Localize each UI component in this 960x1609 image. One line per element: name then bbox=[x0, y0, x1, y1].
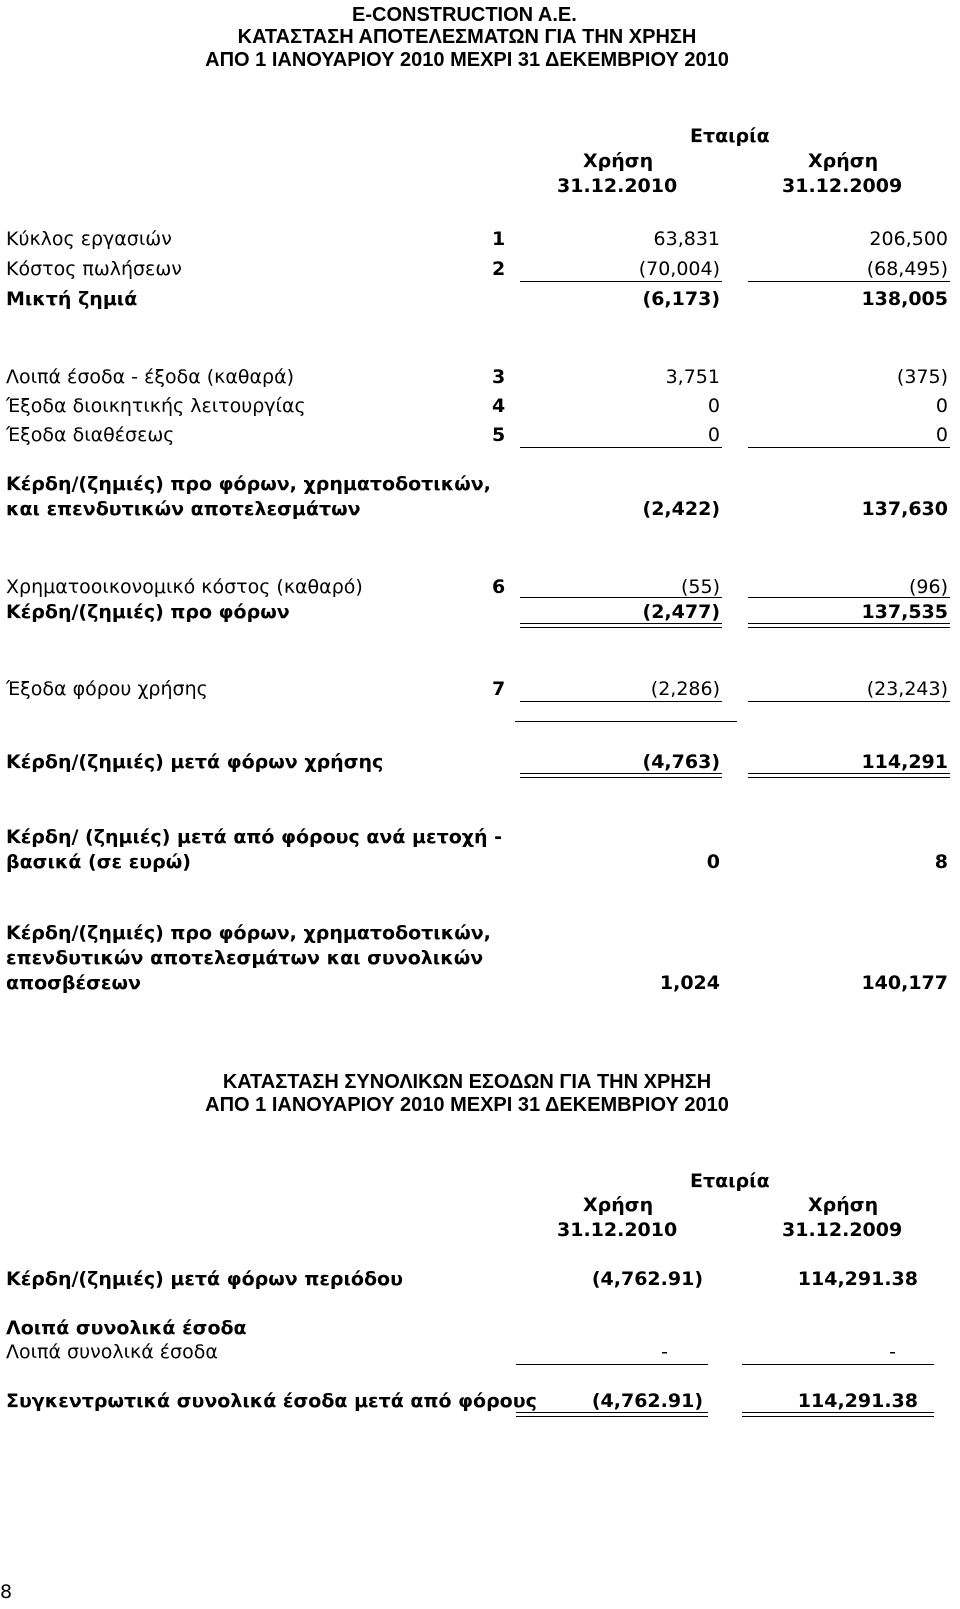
row-label: Συγκεντρωτικά συνολικά έσοδα μετά από φόρους bbox=[6, 1390, 537, 1412]
underline-2010 bbox=[520, 701, 722, 702]
row-label-cont: βασικά (σε ευρώ) bbox=[6, 851, 191, 873]
row-note: 1 bbox=[492, 228, 506, 250]
underline-2010 bbox=[520, 447, 722, 448]
row-value-2010: (4,762.91) bbox=[591, 1390, 703, 1412]
row-label: Έξοδα φόρου χρήσης bbox=[6, 678, 208, 700]
statement-period: ΑΠΟ 1 ΙΑΝΟΥΑΡΙΟΥ 2010 ΜΕΧΡΙ 31 ΔΕΚΕΜΒΡΙΟΥ 2010 bbox=[205, 49, 729, 71]
section-label: Λοιπά συνολικά έσοδα bbox=[6, 1317, 247, 1339]
double-underline-2010 bbox=[520, 623, 722, 628]
row-label: Κύκλος εργασιών bbox=[6, 228, 172, 250]
row-note: 3 bbox=[492, 366, 506, 388]
underline-2010 bbox=[520, 281, 722, 282]
underline-2009 bbox=[748, 281, 950, 282]
date-2009: 31.12.2009 bbox=[782, 1219, 903, 1241]
row-value-2010: (2,477) bbox=[642, 601, 720, 623]
underline-2010 bbox=[516, 1364, 708, 1365]
year-label-2009: Χρήση bbox=[808, 150, 879, 172]
underline-2009 bbox=[748, 447, 950, 448]
comprehensive-period: ΑΠΟ 1 ΙΑΝΟΥΑΡΙΟΥ 2010 ΜΕΧΡΙ 31 ΔΕΚΕΜΒΡΙΟΥ 2010 bbox=[205, 1094, 729, 1116]
row-value-2009: 140,177 bbox=[861, 972, 948, 994]
row-label: Λοιπά συνολικά έσοδα bbox=[6, 1341, 218, 1363]
row-note: 2 bbox=[492, 258, 506, 280]
year-label-2010: Χρήση bbox=[583, 150, 654, 172]
underline-2010 bbox=[520, 597, 722, 598]
row-note: 6 bbox=[492, 576, 506, 598]
row-value-2010: 63,831 bbox=[653, 228, 720, 250]
row-value-2010: 1,024 bbox=[659, 972, 720, 994]
double-underline-2010 bbox=[516, 1412, 708, 1417]
row-label: Κέρδη/(ζημιές) προ φόρων, χρηματοδοτικών, bbox=[6, 473, 491, 495]
double-underline-2009 bbox=[748, 623, 950, 628]
separator-line bbox=[515, 721, 737, 722]
row-value-2009: 0 bbox=[935, 395, 948, 417]
row-label: Έξοδα διαθέσεως bbox=[6, 424, 175, 446]
row-value-2009: 114,291 bbox=[861, 751, 948, 773]
date-2010: 31.12.2010 bbox=[557, 1219, 678, 1241]
row-value-2009: (375) bbox=[896, 366, 948, 388]
row-value-2010: (2,422) bbox=[642, 498, 720, 520]
date-2010: 31.12.2010 bbox=[557, 175, 678, 197]
row-value-2009: (96) bbox=[908, 576, 948, 598]
statement-title: ΚΑΤΑΣΤΑΣΗ ΑΠΟΤΕΛΕΣΜΑΤΩΝ ΓΙΑ ΤΗΝ ΧΡΗΣΗ bbox=[237, 26, 697, 48]
row-value-2009: 0 bbox=[935, 424, 948, 446]
row-value-2009: - bbox=[889, 1341, 896, 1363]
date-2009: 31.12.2009 bbox=[782, 175, 903, 197]
row-value-2010: - bbox=[661, 1341, 668, 1363]
row-label: Κέρδη/(ζημιές) προ φόρων bbox=[6, 601, 290, 623]
column-group-label: Εταιρία bbox=[690, 125, 770, 147]
year-label-2009: Χρήση bbox=[808, 1194, 879, 1216]
underline-2009 bbox=[748, 597, 950, 598]
double-underline-2009 bbox=[748, 773, 950, 778]
row-value-2009: (68,495) bbox=[866, 258, 948, 280]
row-value-2009: 114,291.38 bbox=[797, 1390, 918, 1412]
row-label: Κέρδη/ (ζημιές) μετά από φόρους ανά μετοχή - bbox=[6, 826, 503, 848]
row-value-2010: 0 bbox=[706, 851, 720, 873]
year-label-2010: Χρήση bbox=[583, 1194, 654, 1216]
row-label-cont: και επενδυτικών αποτελεσμάτων bbox=[6, 498, 361, 520]
underline-2009 bbox=[742, 1364, 934, 1365]
row-label: Λοιπά έσοδα - έξοδα (καθαρά) bbox=[6, 366, 295, 388]
row-label: Έξοδα διοικητικής λειτουργίας bbox=[6, 395, 306, 417]
row-label: Κέρδη/(ζημιές) μετά φόρων χρήσης bbox=[6, 751, 384, 773]
row-label: Κόστος πωλήσεων bbox=[6, 258, 182, 280]
row-note: 5 bbox=[492, 424, 506, 446]
double-underline-2010 bbox=[520, 773, 722, 778]
underline-2009 bbox=[748, 701, 950, 702]
row-label-cont: επενδυτικών αποτελεσμάτων και συνολικών bbox=[6, 947, 484, 969]
row-value-2009: 137,630 bbox=[861, 498, 948, 520]
row-value-2009: 8 bbox=[934, 851, 948, 873]
row-value-2010: (55) bbox=[680, 576, 720, 598]
row-value-2010: (70,004) bbox=[638, 258, 720, 280]
row-value-2010: (6,173) bbox=[642, 288, 720, 310]
row-value-2009: 138,005 bbox=[861, 288, 948, 310]
row-label: Χρηματοοικονομικό κόστος (καθαρό) bbox=[6, 576, 363, 598]
row-label: Κέρδη/(ζημιές) μετά φόρων περιόδου bbox=[6, 1268, 403, 1290]
row-note: 7 bbox=[492, 678, 506, 700]
row-value-2010: 0 bbox=[707, 424, 720, 446]
row-value-2010: (2,286) bbox=[650, 678, 720, 700]
row-value-2009: 137,535 bbox=[861, 601, 948, 623]
page-number: 8 bbox=[0, 1581, 13, 1603]
double-underline-2009 bbox=[742, 1412, 934, 1417]
row-value-2009: (23,243) bbox=[866, 678, 948, 700]
row-value-2010: 3,751 bbox=[665, 366, 720, 388]
comprehensive-title: ΚΑΤΑΣΤΑΣΗ ΣΥΝΟΛΙΚΩΝ ΕΣΟΔΩΝ ΓΙΑ ΤΗΝ ΧΡΗΣΗ bbox=[222, 1071, 712, 1093]
row-label: Μικτή ζημιά bbox=[6, 288, 138, 310]
row-label: Κέρδη/(ζημιές) προ φόρων, χρηματοδοτικών, bbox=[6, 922, 491, 944]
row-label-cont: αποσβέσεων bbox=[6, 972, 141, 994]
row-value-2009: 114,291.38 bbox=[797, 1268, 918, 1290]
column-group-label: Εταιρία bbox=[690, 1170, 770, 1192]
row-note: 4 bbox=[492, 395, 506, 417]
row-value-2010: 0 bbox=[707, 395, 720, 417]
company-name: E-CONSTRUCTION A.E. bbox=[352, 4, 577, 26]
row-value-2010: (4,763) bbox=[642, 751, 720, 773]
row-value-2009: 206,500 bbox=[869, 228, 948, 250]
row-value-2010: (4,762.91) bbox=[591, 1268, 703, 1290]
